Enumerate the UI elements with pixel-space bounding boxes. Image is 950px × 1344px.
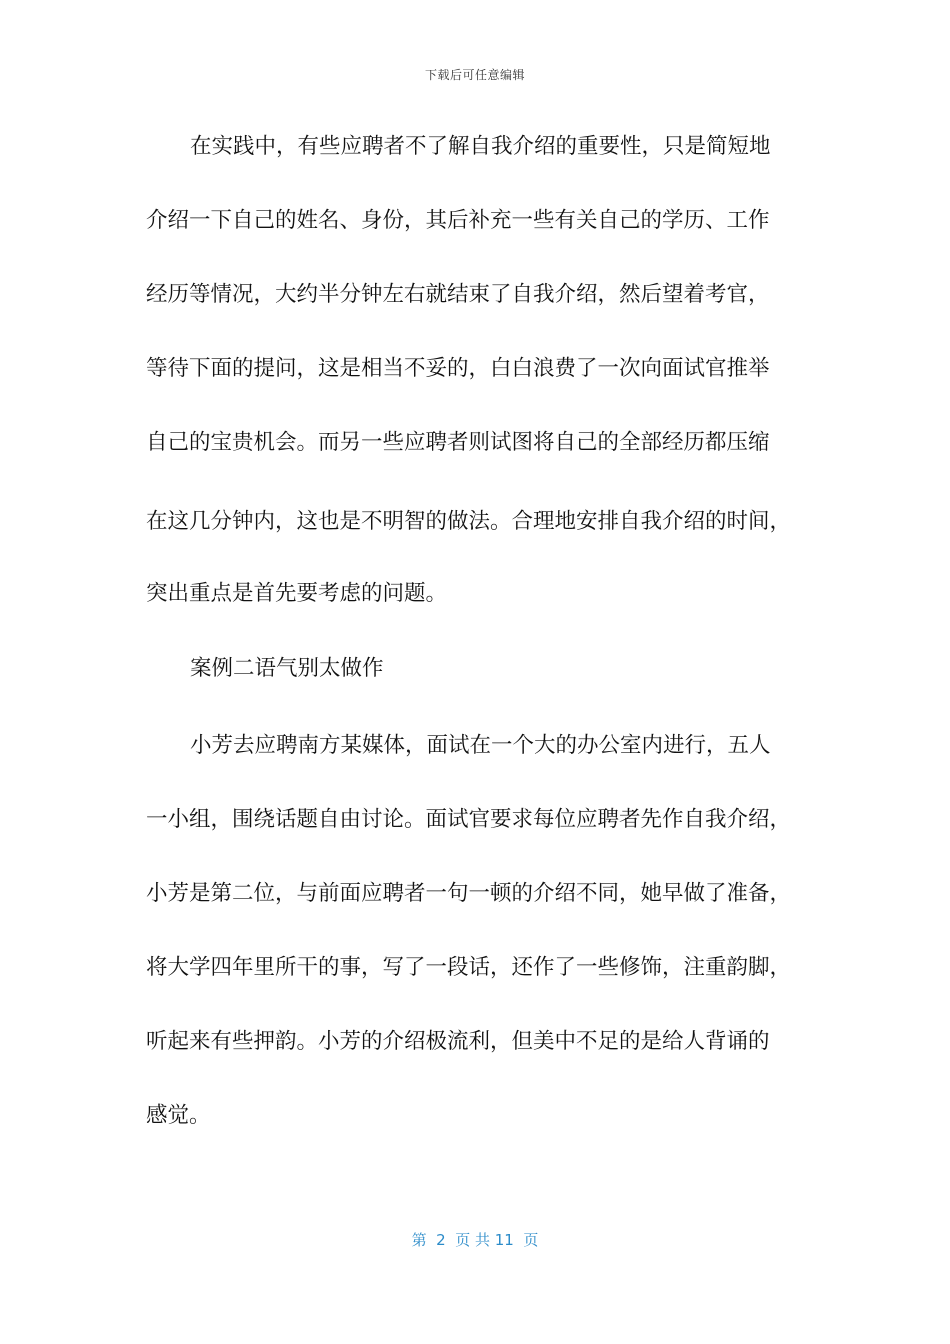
paragraph-line: 自己的宝贵机会。而另一些应聘者则试图将自己的全部经历都压缩 bbox=[146, 430, 770, 455]
paragraph-line: 小芳是第二位，与前面应聘者一句一顿的介绍不同，她早做了准备， bbox=[146, 881, 792, 906]
page-footer: 第 2 页 共 11 页 bbox=[411, 1231, 539, 1249]
paragraph-line: 将大学四年里所干的事，写了一段话，还作了一些修饰，注重韵脚， bbox=[146, 955, 792, 980]
section-heading: 案例二语气别太做作 bbox=[190, 656, 384, 681]
paragraph-line: 等待下面的提问，这是相当不妥的，白白浪费了一次向面试官推举 bbox=[146, 356, 770, 381]
paragraph-line: 感觉。 bbox=[146, 1103, 211, 1128]
paragraph-line: 在实践中，有些应聘者不了解自我介绍的重要性，只是简短地 bbox=[190, 134, 771, 159]
paragraph-line: 介绍一下自己的姓名、身份，其后补充一些有关自己的学历、工作 bbox=[146, 208, 770, 233]
page-header: 下载后可任意编辑 bbox=[424, 68, 525, 82]
paragraph-line: 经历等情况，大约半分钟左右就结束了自我介绍，然后望着考官， bbox=[146, 282, 770, 307]
paragraph-line: 听起来有些押韵。小芳的介绍极流利，但美中不足的是给人背诵的 bbox=[146, 1029, 770, 1054]
paragraph-line: 突出重点是首先要考虑的问题。 bbox=[146, 581, 448, 606]
paragraph-line: 在这几分钟内，这也是不明智的做法。合理地安排自我介绍的时间， bbox=[146, 509, 792, 534]
paragraph-line: 一小组，围绕话题自由讨论。面试官要求每位应聘者先作自我介绍， bbox=[146, 807, 792, 832]
paragraph-line: 小芳去应聘南方某媒体，面试在一个大的办公室内进行，五人 bbox=[190, 733, 771, 758]
